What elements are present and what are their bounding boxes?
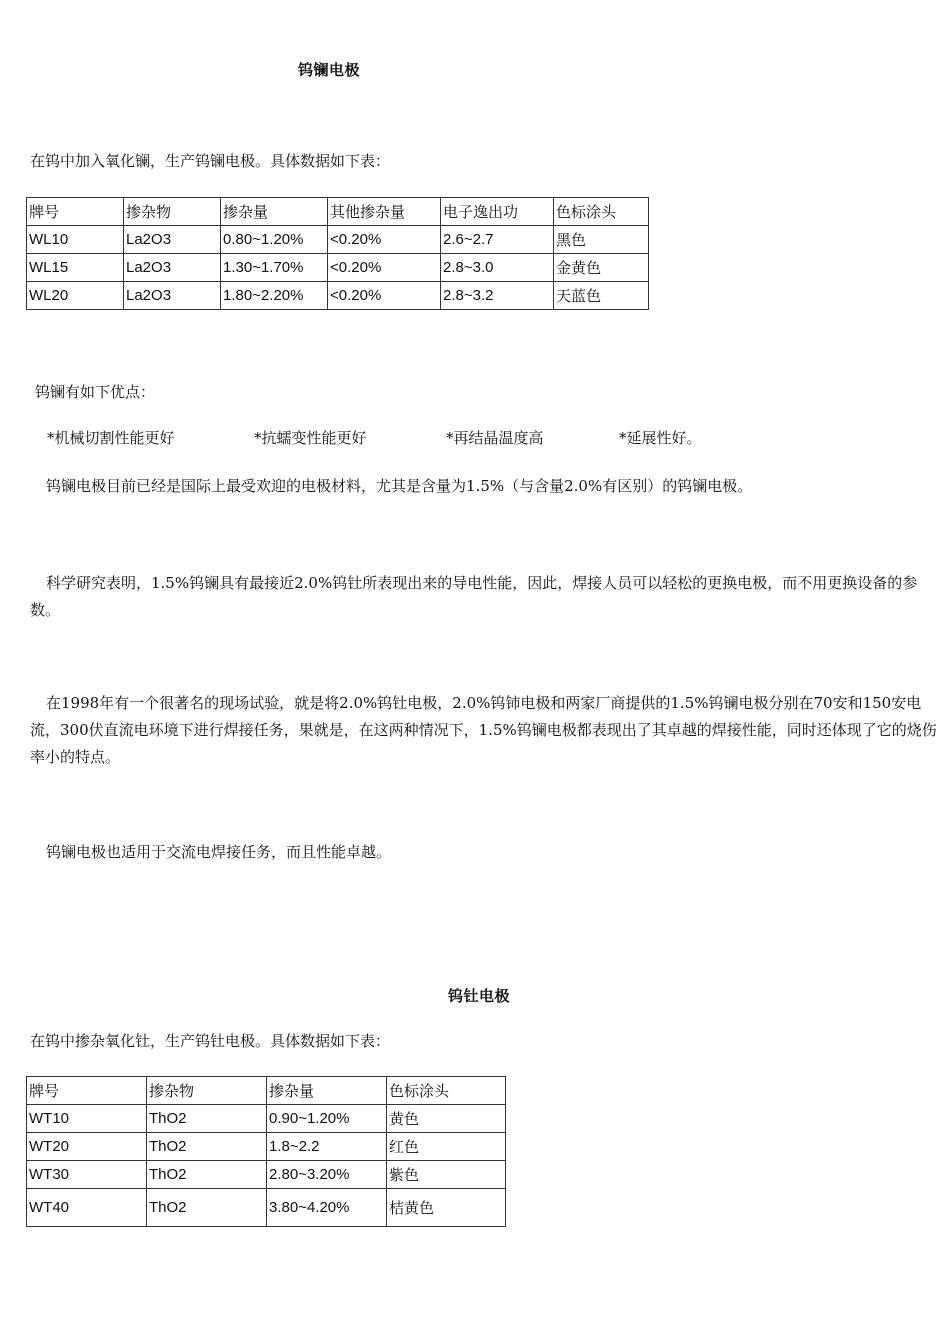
- table-cell: ThO2: [147, 1161, 267, 1189]
- table-cell: <0.20%: [328, 226, 441, 254]
- table-cell: 2.8~3.2: [441, 282, 554, 310]
- table-cell: 2.8~3.0: [441, 254, 554, 282]
- header-cell: 掺杂量: [221, 198, 328, 226]
- table-cell: 0.80~1.20%: [221, 226, 328, 254]
- header-cell: 其他掺杂量: [328, 198, 441, 226]
- table-cell: WL10: [27, 226, 124, 254]
- table-row: [27, 1105, 506, 1133]
- table-row: [27, 1189, 506, 1227]
- table-cell: 紫色: [387, 1161, 506, 1189]
- header-cell: 色标涂头: [554, 198, 649, 226]
- table-cell: 红色: [387, 1133, 506, 1161]
- table-cell: La2O3: [124, 282, 221, 310]
- advantage-item: *延展性好。: [619, 429, 702, 447]
- paragraph-research: 科学研究表明，1.5%钨镧具有最接近2.0%钨钍所表现出来的导电性能，因此，焊接人员可以轻松的更换电极，而不用更换设备的参数。: [30, 574, 918, 619]
- table-header-row: [27, 1077, 506, 1105]
- table-cell: 天蓝色: [554, 282, 649, 310]
- section2-intro: 在钨中掺杂氧化钍，生产钨钍电极。具体数据如下表：: [30, 1032, 391, 1050]
- table-cell: WT30: [27, 1161, 147, 1189]
- table-cell: ThO2: [147, 1189, 267, 1227]
- table-cell: 桔黄色: [387, 1189, 506, 1227]
- table-cell: ThO2: [147, 1105, 267, 1133]
- paragraph-popularity: 钨镧电极目前已经是国际上最受欢迎的电极材料，尤其是含量为1.5%（与含量2.0%有区别）的钨镧电极。: [46, 477, 753, 495]
- table-cell: La2O3: [124, 254, 221, 282]
- table-cell: WT40: [27, 1189, 147, 1227]
- paragraph-ac-welding: 钨镧电极也适用于交流电焊接任务，而且性能卓越。: [46, 843, 392, 861]
- table-cell: WL20: [27, 282, 124, 310]
- table-cell: 1.80~2.20%: [221, 282, 328, 310]
- lanthanum-table: [26, 197, 649, 310]
- table-row: [27, 226, 649, 254]
- advantages-list: [0, 425, 950, 452]
- advantage-item: *再结晶温度高: [446, 429, 544, 447]
- table-row: [27, 254, 649, 282]
- table-cell: 1.30~1.70%: [221, 254, 328, 282]
- advantage-item: *机械切割性能更好: [47, 429, 175, 447]
- table-cell: <0.20%: [328, 254, 441, 282]
- header-cell: 牌号: [27, 198, 124, 226]
- header-cell: 电子逸出功: [441, 198, 554, 226]
- table-row: [27, 1161, 506, 1189]
- table-cell: 2.80~3.20%: [267, 1161, 387, 1189]
- table-cell: 黄色: [387, 1105, 506, 1133]
- table-cell: <0.20%: [328, 282, 441, 310]
- table-cell: 1.8~2.2: [267, 1133, 387, 1161]
- table-cell: WT20: [27, 1133, 147, 1161]
- table-cell: 0.90~1.20%: [267, 1105, 387, 1133]
- table-cell: 3.80~4.20%: [267, 1189, 387, 1227]
- table-cell: WT10: [27, 1105, 147, 1133]
- header-cell: 牌号: [27, 1077, 147, 1105]
- table-row: [27, 282, 649, 310]
- header-cell: 掺杂量: [267, 1077, 387, 1105]
- table-cell: 2.6~2.7: [441, 226, 554, 254]
- paragraph-field-test: 在1998年有一个很著名的现场试验，就是将2.0%钨钍电极，2.0%钨铈电极和两家厂商提供的1.5%钨镧电极分别在70安和150安电流，300伏直流电环境下进行焊接任务，果就是，在这两种情况下，1.5%钨镧电极都表现出了其卓越的焊接性能，同时还体现了它的烧伤率小的特点。: [30, 694, 937, 766]
- section1-intro: 在钨中加入氧化镧，生产钨镧电极。具体数据如下表：: [30, 152, 391, 170]
- header-cell: 色标涂头: [387, 1077, 506, 1105]
- advantages-heading: 钨镧有如下优点：: [35, 383, 156, 401]
- table-cell: La2O3: [124, 226, 221, 254]
- table-cell: WL15: [27, 254, 124, 282]
- table-row: [27, 1133, 506, 1161]
- table-cell: ThO2: [147, 1133, 267, 1161]
- header-cell: 掺杂物: [147, 1077, 267, 1105]
- table-header-row: [27, 198, 649, 226]
- table-cell: 金黄色: [554, 254, 649, 282]
- section1-title: 钨镧电极: [298, 61, 361, 79]
- table-cell: 黑色: [554, 226, 649, 254]
- section2-title: 钨钍电极: [448, 987, 511, 1005]
- header-cell: 掺杂物: [124, 198, 221, 226]
- advantage-item: *抗蠕变性能更好: [254, 429, 367, 447]
- thorium-table: [26, 1076, 506, 1227]
